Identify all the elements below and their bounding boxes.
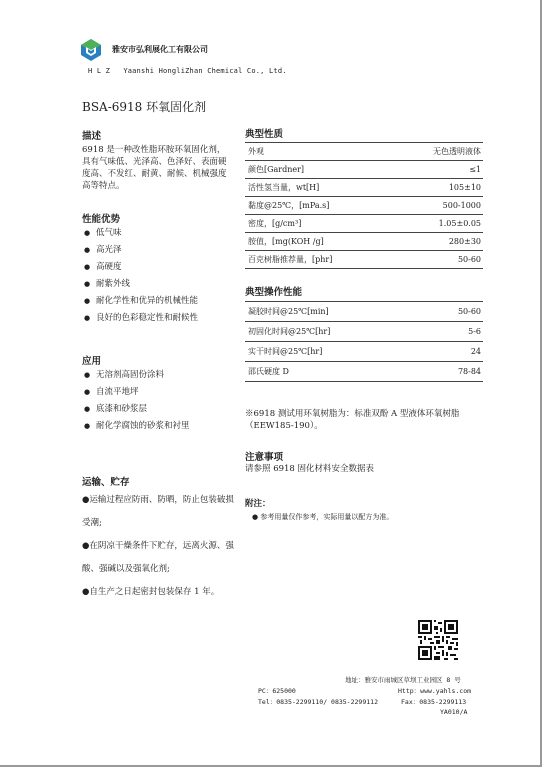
storage-item: ●运输过程应防雨、防晒，防止包装破损受潮; <box>82 495 234 528</box>
table-row <box>245 197 483 215</box>
table-row <box>245 251 483 269</box>
company-logo-icon <box>80 38 102 62</box>
applications-list <box>84 367 190 435</box>
storage-item: ●自生产之日起密封包装保存 1 年。 <box>82 587 220 597</box>
property-label: 外观 <box>245 143 394 161</box>
table-row <box>245 362 483 382</box>
property-value: 无色透明液体 <box>394 143 483 161</box>
property-label: 实干时间@25℃[hr] <box>245 342 425 362</box>
footer-website: Http：www.yahls.com <box>398 687 472 695</box>
company-name-en: H L Z Yaanshi HongliZhan Chemical Co., Ltd. <box>88 67 287 75</box>
footer-fax: Fax：0835-2299113 <box>401 698 467 706</box>
table-row <box>245 179 483 197</box>
property-label: 密度，[g/cm³] <box>245 215 394 233</box>
safety-heading: 注意事项 <box>245 452 284 463</box>
property-label: 颜色[Gardner] <box>245 161 394 179</box>
features-list <box>84 225 198 327</box>
typical-properties-table <box>245 142 483 269</box>
storage-item: ●在阴凉干燥条件下贮存，远离火源、强酸、强碱以及强氧化剂; <box>82 541 234 574</box>
footer-postcode: PC：625000 <box>258 687 296 695</box>
list-item: ● 高光泽 <box>84 242 198 259</box>
list-item: ● 底漆和砂浆层 <box>84 401 190 418</box>
property-value: 24 <box>425 342 483 362</box>
test-resin-note: ※6918 测试用环氧树脂为：标准双酚 A 型液体环氧树脂（EEW185-190）。 <box>245 409 460 431</box>
typical-performance-heading: 典型操作性能 <box>245 287 303 298</box>
typical-properties-heading: 典型性质 <box>245 129 284 140</box>
property-label: 百克树脂推荐量，[phr] <box>245 251 394 269</box>
table-row <box>245 143 483 161</box>
list-item: ● 良好的色彩稳定性和耐候性 <box>84 310 198 327</box>
list-item: ● 低气味 <box>84 225 198 242</box>
features-heading: 性能优势 <box>82 214 121 225</box>
property-value: ≤1 <box>394 161 483 179</box>
remark-text: ● 参考用量仅作参考，实际用量以配方为准。 <box>252 513 394 521</box>
table-row <box>245 322 483 342</box>
property-label: 黏度@25℃，[mPa.s] <box>245 197 394 215</box>
property-value: 105±10 <box>394 179 483 197</box>
qr-code-icon <box>418 620 458 660</box>
property-label: 活性氢当量，wt[H] <box>245 179 394 197</box>
property-label: 邵氏硬度 D <box>245 362 425 382</box>
property-label: 凝胶时间@25℃[min] <box>245 302 425 322</box>
company-name-cn: 雅安市弘利展化工有限公司 <box>112 44 208 54</box>
list-item: ● 高硬度 <box>84 259 198 276</box>
property-value: 280±30 <box>394 233 483 251</box>
property-value: 50-60 <box>394 251 483 269</box>
list-item: ● 耐化学腐蚀的砂浆和衬里 <box>84 418 190 435</box>
property-value: 500-1000 <box>394 197 483 215</box>
table-row <box>245 233 483 251</box>
property-value: 50-60 <box>425 302 483 322</box>
description-text: 6918 是一种改性脂环胺环氧固化剂，具有气味低、光泽高、色泽好、表面硬度高、不发红、耐黄、耐候、机械强度高等特点。 <box>82 145 227 191</box>
document-code: YA010/A <box>440 708 468 716</box>
property-value: 1.05±0.05 <box>394 215 483 233</box>
table-row <box>245 215 483 233</box>
safety-text: 请参照 6918 固化材料安全数据表 <box>245 464 375 474</box>
property-value: 78-84 <box>425 362 483 382</box>
typical-performance-table <box>245 301 483 382</box>
applications-heading: 应用 <box>82 356 102 367</box>
storage-heading: 运输、贮存 <box>82 477 130 488</box>
footer-address: 地址：雅安市雨城区草坝工业园区 8 号 <box>345 676 461 684</box>
list-item: ● 耐紫外线 <box>84 276 198 293</box>
remark-heading: 附注： <box>245 499 271 509</box>
property-label: 初固化时间@25℃[hr] <box>245 322 425 342</box>
list-item: ● 无溶剂高固份涂料 <box>84 367 190 384</box>
footer-telephone: Tel：0835-2299110/ 0835-2299112 <box>258 698 378 706</box>
table-row <box>245 302 483 322</box>
list-item: ● 自流平地坪 <box>84 384 190 401</box>
list-item: ● 耐化学性和优异的机械性能 <box>84 293 198 310</box>
table-row <box>245 342 483 362</box>
storage-text <box>82 489 237 604</box>
table-row <box>245 161 483 179</box>
property-label: 胺值，[mg(KOH /g] <box>245 233 394 251</box>
property-value: 5-6 <box>425 322 483 342</box>
product-title: BSA-6918 环氧固化剂 <box>82 100 207 114</box>
description-heading: 描述 <box>82 131 102 142</box>
